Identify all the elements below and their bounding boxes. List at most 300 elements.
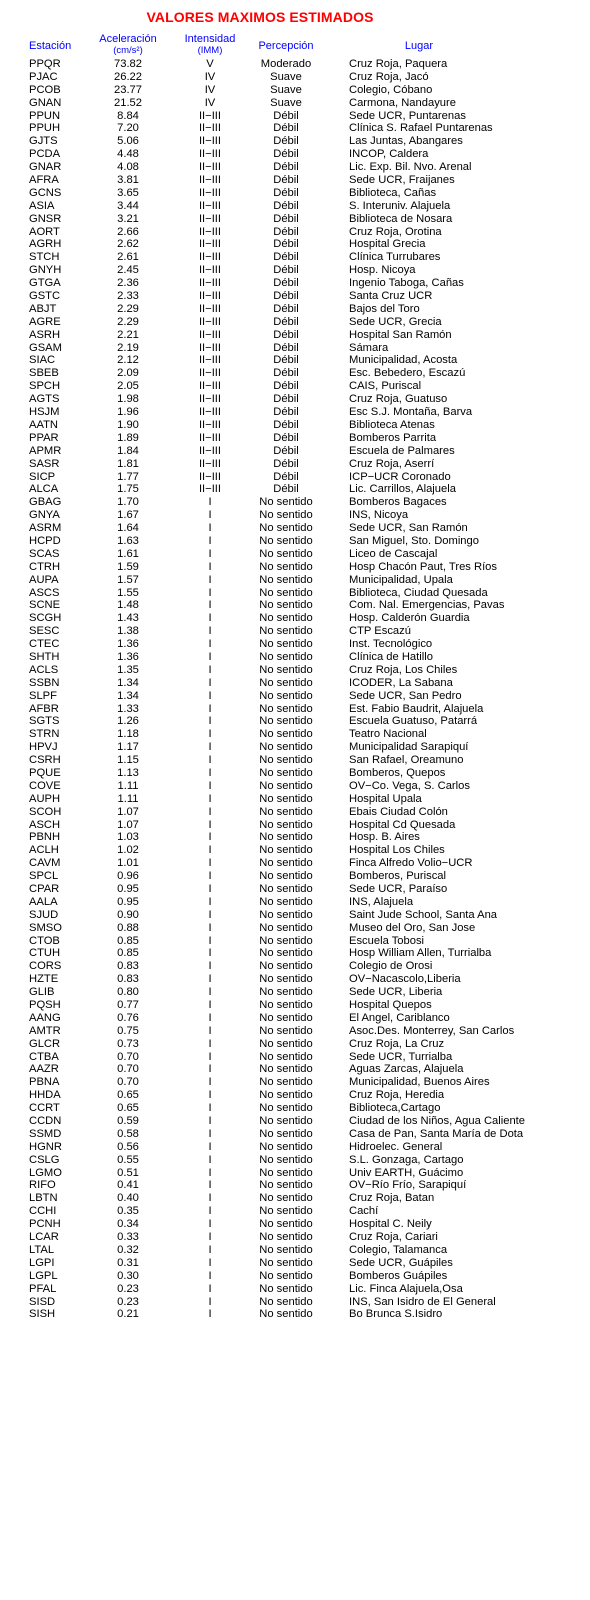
header-place-label: Lugar	[404, 40, 434, 52]
intensity-value: II−III	[198, 225, 222, 238]
acceleration-value: 0.40	[117, 1192, 139, 1205]
table-row	[0, 1218, 590, 1231]
intensity-value: IV	[204, 70, 216, 83]
place-name: Hospital Los Chiles	[349, 844, 445, 857]
station-code: GLIB	[29, 986, 55, 999]
station-code: PJAC	[29, 70, 58, 83]
acceleration-value: 3.21	[117, 212, 139, 225]
table-row	[0, 896, 590, 909]
intensity-value: I	[208, 1089, 212, 1102]
place-name: Hosp. B. Aires	[349, 831, 420, 844]
intensity-value: V	[206, 58, 214, 70]
place-name: CTP Escazú	[349, 625, 411, 638]
place-name: Hospital Grecia	[349, 238, 426, 251]
acceleration-value: 0.77	[117, 999, 139, 1012]
place-name: Sede UCR, Puntarenas	[349, 109, 466, 122]
intensity-value: I	[208, 1282, 212, 1295]
station-code: GNYH	[29, 264, 62, 277]
acceleration-value: 1.26	[117, 715, 139, 728]
place-name: Hosp Chacón Paut, Tres Ríos	[349, 560, 497, 573]
acceleration-value: 1.55	[117, 586, 139, 599]
station-code: LGPL	[29, 1269, 58, 1282]
intensity-value: I	[208, 1115, 212, 1128]
perception-value: No sentido	[259, 1192, 313, 1205]
perception-value: Débil	[273, 393, 299, 406]
header-intensity	[180, 34, 240, 56]
table-row	[0, 226, 590, 239]
acceleration-value: 1.63	[117, 534, 139, 547]
intensity-value: I	[208, 676, 212, 689]
intensity-value: I	[208, 1269, 212, 1282]
station-code: SLPF	[29, 689, 57, 702]
acceleration-value: 0.59	[117, 1115, 139, 1128]
table-row	[0, 1296, 590, 1309]
place-name: Finca Alfredo Volio−UCR	[349, 857, 473, 870]
perception-value: Débil	[273, 290, 299, 303]
intensity-value: I	[208, 1231, 212, 1244]
perception-value: Débil	[273, 470, 299, 483]
table-row	[0, 1192, 590, 1205]
table-row	[0, 522, 590, 535]
intensity-value: I	[208, 689, 212, 702]
table-row	[0, 922, 590, 935]
intensity-value: II−III	[198, 251, 222, 264]
perception-value: No sentido	[259, 1205, 313, 1218]
acceleration-value: 0.85	[117, 934, 139, 947]
place-name: OV−Río Frío, Sarapiquí	[349, 1179, 467, 1192]
table-row	[0, 342, 590, 355]
station-code: SIAC	[29, 354, 56, 367]
station-code: SCNE	[29, 599, 61, 612]
place-name: Cruz Roja, Orotina	[349, 225, 442, 238]
acceleration-value: 2.66	[117, 225, 139, 238]
intensity-value: I	[208, 1140, 212, 1153]
perception-value: Débil	[273, 186, 299, 199]
table-row	[0, 290, 590, 303]
intensity-value: II−III	[198, 354, 222, 367]
place-name: Las Juntas, Abangares	[349, 135, 463, 148]
place-name: Municipalidad Sarapiquí	[349, 741, 469, 754]
table-row	[0, 947, 590, 960]
station-code: STRN	[29, 728, 60, 741]
place-name: OV−Nacascolo,Liberia	[349, 973, 461, 986]
station-code: SJUD	[29, 908, 59, 921]
place-name: Cruz Roja, Paquera	[349, 58, 448, 70]
place-name: Sede UCR, Grecia	[349, 315, 442, 328]
acceleration-value: 1.77	[117, 470, 139, 483]
intensity-value: I	[208, 805, 212, 818]
station-code: AALA	[29, 895, 58, 908]
station-code: CAVM	[29, 857, 61, 870]
intensity-value: I	[208, 715, 212, 728]
acceleration-value: 1.81	[117, 457, 139, 470]
intensity-value: I	[208, 908, 212, 921]
place-name: Sede UCR, San Ramón	[349, 522, 468, 535]
place-name: Est. Fabio Baudrit, Alajuela	[349, 702, 484, 715]
intensity-value: II−III	[198, 186, 222, 199]
station-code: PPUH	[29, 122, 61, 135]
station-code: PQUE	[29, 766, 61, 779]
acceleration-value: 0.31	[117, 1256, 139, 1269]
intensity-value: I	[208, 818, 212, 831]
station-code: PPQR	[29, 58, 61, 70]
acceleration-value: 21.52	[114, 96, 142, 109]
acceleration-value: 3.81	[117, 174, 139, 187]
intensity-value: I	[208, 509, 212, 522]
place-name: Bomberos Guápiles	[349, 1269, 448, 1282]
perception-value: No sentido	[259, 702, 313, 715]
acceleration-value: 3.65	[117, 186, 139, 199]
perception-value: No sentido	[259, 1256, 313, 1269]
intensity-value: I	[208, 883, 212, 895]
place-name: Esc S.J. Montaña, Barva	[349, 406, 473, 419]
intensity-value: II−III	[198, 174, 222, 187]
intensity-value: I	[208, 934, 212, 947]
acceleration-value: 2.36	[117, 277, 139, 290]
table-row	[0, 303, 590, 316]
perception-value: No sentido	[259, 870, 313, 883]
station-code: CTEC	[29, 638, 60, 651]
station-code: SBEB	[29, 367, 59, 380]
acceleration-value: 0.41	[117, 1179, 139, 1192]
table-row	[0, 535, 590, 548]
station-code: SSBN	[29, 676, 60, 689]
place-name: Escuela Tobosi	[349, 934, 425, 947]
intensity-value: II−III	[198, 302, 222, 315]
place-name: Cruz Roja, Heredia	[349, 1089, 445, 1102]
perception-value: No sentido	[259, 1231, 313, 1244]
place-name: Bomberos, Puriscal	[349, 870, 446, 883]
intensity-value: IV	[204, 96, 216, 109]
table-row	[0, 1128, 590, 1141]
station-code: ALCA	[29, 483, 59, 496]
acceleration-value: 1.36	[117, 638, 139, 651]
perception-value: Débil	[273, 225, 299, 238]
acceleration-value: 2.29	[117, 315, 139, 328]
place-name: El Angel, Cariblanco	[349, 1011, 450, 1024]
table-row	[0, 574, 590, 587]
table-row	[0, 1089, 590, 1102]
intensity-value: II−III	[198, 328, 222, 341]
acceleration-value: 0.70	[117, 1050, 139, 1063]
table-row	[0, 393, 590, 406]
table-row	[0, 1167, 590, 1180]
table-row	[0, 187, 590, 200]
station-code: SMSO	[29, 921, 62, 934]
perception-value: No sentido	[259, 844, 313, 857]
station-code: SCAS	[29, 547, 60, 560]
place-name: Municipalidad, Upala	[349, 573, 453, 586]
station-code: ASRH	[29, 328, 61, 341]
perception-value: No sentido	[259, 612, 313, 625]
intensity-value: II−III	[198, 148, 222, 161]
header-perception-label: Percepción	[258, 40, 314, 52]
header-intensity-unit: (IMM)	[197, 45, 223, 56]
perception-value: No sentido	[259, 1089, 313, 1102]
place-name: Com. Nal. Emergencias, Pavas	[349, 599, 505, 612]
table-row	[0, 432, 590, 445]
perception-value: No sentido	[259, 741, 313, 754]
table-row	[0, 406, 590, 419]
table-row	[0, 1063, 590, 1076]
station-code: SISD	[29, 1295, 56, 1308]
perception-value: No sentido	[259, 1179, 313, 1192]
acceleration-value: 2.33	[117, 290, 139, 303]
header-place	[349, 41, 489, 52]
perception-value: No sentido	[259, 1115, 313, 1128]
intensity-value: I	[208, 1050, 212, 1063]
perception-value: No sentido	[259, 715, 313, 728]
intensity-value: I	[208, 586, 212, 599]
acceleration-value: 0.83	[117, 960, 139, 973]
place-name: Hidroelec. General	[349, 1140, 443, 1153]
acceleration-value: 2.45	[117, 264, 139, 277]
station-code: SPCL	[29, 870, 59, 883]
place-name: Bomberos Bagaces	[349, 496, 447, 509]
perception-value: No sentido	[259, 1269, 313, 1282]
intensity-value: I	[208, 844, 212, 857]
place-name: Escuela Guatuso, Patarrá	[349, 715, 478, 728]
station-code: SCOH	[29, 805, 62, 818]
acceleration-value: 0.96	[117, 870, 139, 883]
place-name: INS, Nicoya	[349, 509, 409, 522]
perception-value: Débil	[273, 367, 299, 380]
table-row	[0, 367, 590, 380]
station-code: CCDN	[29, 1115, 62, 1128]
acceleration-value: 0.83	[117, 973, 139, 986]
intensity-value: I	[208, 1024, 212, 1037]
acceleration-value: 3.44	[117, 199, 139, 212]
table-row	[0, 561, 590, 574]
table-row	[0, 793, 590, 806]
table-row	[0, 844, 590, 857]
place-name: Cachí	[349, 1205, 379, 1218]
acceleration-value: 1.33	[117, 702, 139, 715]
acceleration-value: 2.12	[117, 354, 139, 367]
acceleration-value: 1.18	[117, 728, 139, 741]
table-row	[0, 148, 590, 161]
place-name: Cruz Roja, Batan	[349, 1192, 435, 1205]
place-name: Lic. Carrillos, Alajuela	[349, 483, 456, 496]
table-row	[0, 1257, 590, 1270]
table-row	[0, 973, 590, 986]
place-name: Biblioteca, Ciudad Quesada	[349, 586, 488, 599]
perception-value: Suave	[270, 96, 302, 109]
intensity-value: I	[208, 534, 212, 547]
table-row	[0, 664, 590, 677]
acceleration-value: 1.67	[117, 509, 139, 522]
acceleration-value: 0.85	[117, 947, 139, 960]
perception-value: Suave	[270, 83, 302, 96]
table-row	[0, 599, 590, 612]
acceleration-value: 1.48	[117, 599, 139, 612]
intensity-value: I	[208, 960, 212, 973]
perception-value: No sentido	[259, 560, 313, 573]
table-row	[0, 71, 590, 84]
table-row	[0, 122, 590, 135]
perception-value: No sentido	[259, 883, 313, 895]
perception-value: Débil	[273, 212, 299, 225]
station-code: AFBR	[29, 702, 59, 715]
intensity-value: I	[208, 754, 212, 767]
station-code: CTOB	[29, 934, 60, 947]
acceleration-value: 1.96	[117, 406, 139, 419]
place-name: Hospital Quepos	[349, 999, 432, 1012]
acceleration-value: 0.33	[117, 1231, 139, 1244]
perception-value: No sentido	[259, 1218, 313, 1231]
table-row	[0, 690, 590, 703]
acceleration-value: 0.88	[117, 921, 139, 934]
place-name: Biblioteca Atenas	[349, 418, 435, 431]
acceleration-value: 2.62	[117, 238, 139, 251]
intensity-value: II−III	[198, 367, 222, 380]
perception-value: No sentido	[259, 754, 313, 767]
intensity-value: I	[208, 1205, 212, 1218]
perception-value: Débil	[273, 161, 299, 174]
intensity-value: I	[208, 986, 212, 999]
table-row	[0, 728, 590, 741]
acceleration-value: 8.84	[117, 109, 139, 122]
station-code: AUPH	[29, 792, 61, 805]
station-code: GNYA	[29, 509, 60, 522]
intensity-value: I	[208, 1192, 212, 1205]
acceleration-value: 0.32	[117, 1243, 139, 1256]
acceleration-value: 73.82	[114, 58, 142, 70]
perception-value: No sentido	[259, 509, 313, 522]
table-row	[0, 110, 590, 123]
intensity-value: II−III	[198, 457, 222, 470]
intensity-value: I	[208, 638, 212, 651]
intensity-value: II−III	[198, 380, 222, 393]
place-name: Sede UCR, Paraíso	[349, 883, 448, 895]
place-name: Cruz Roja, Guatuso	[349, 393, 448, 406]
perception-value: Suave	[270, 70, 302, 83]
perception-value: Débil	[273, 302, 299, 315]
acceleration-value: 0.51	[117, 1166, 139, 1179]
place-name: Museo del Oro, San Jose	[349, 921, 476, 934]
acceleration-value: 1.59	[117, 560, 139, 573]
perception-value: No sentido	[259, 1063, 313, 1076]
station-code: AUPA	[29, 573, 59, 586]
perception-value: No sentido	[259, 1153, 313, 1166]
place-name: Sede UCR, Guápiles	[349, 1256, 453, 1269]
station-code: AFRA	[29, 174, 59, 187]
table-row	[0, 703, 590, 716]
table-row	[0, 1283, 590, 1296]
station-code: HCPD	[29, 534, 61, 547]
place-name: Santa Cruz UCR	[349, 290, 433, 303]
perception-value: No sentido	[259, 960, 313, 973]
intensity-value: II−III	[198, 315, 222, 328]
place-name: San Miguel, Sto. Domingo	[349, 534, 479, 547]
acceleration-value: 7.20	[117, 122, 139, 135]
station-code: STCH	[29, 251, 60, 264]
acceleration-value: 1.34	[117, 689, 139, 702]
place-name: Clínica de Hatillo	[349, 650, 433, 663]
place-name: Inst. Tecnológico	[349, 638, 433, 651]
station-code: SHTH	[29, 650, 60, 663]
perception-value: No sentido	[259, 650, 313, 663]
station-code: COVE	[29, 779, 61, 792]
station-code: CTRH	[29, 560, 61, 573]
table-row	[0, 1076, 590, 1089]
acceleration-value: 1.90	[117, 418, 139, 431]
place-name: Sede UCR, San Pedro	[349, 689, 462, 702]
perception-value: No sentido	[259, 792, 313, 805]
place-name: Sede UCR, Turrialba	[349, 1050, 453, 1063]
intensity-value: I	[208, 1153, 212, 1166]
intensity-value: I	[208, 728, 212, 741]
intensity-value: II−III	[198, 290, 222, 303]
table-row	[0, 161, 590, 174]
station-code: GSAM	[29, 341, 62, 354]
acceleration-value: 0.30	[117, 1269, 139, 1282]
header-perception	[243, 41, 329, 52]
intensity-value: I	[208, 522, 212, 535]
intensity-value: II−III	[198, 393, 222, 406]
table-row	[0, 1179, 590, 1192]
place-name: Bo Brunca S.Isidro	[349, 1308, 443, 1321]
place-name: Hospital Upala	[349, 792, 422, 805]
perception-value: Débil	[273, 238, 299, 251]
perception-value: No sentido	[259, 1282, 313, 1295]
intensity-value: I	[208, 1218, 212, 1231]
perception-value: No sentido	[259, 1102, 313, 1115]
place-name: Casa de Pan, Santa María de Dota	[349, 1127, 524, 1140]
table-row	[0, 419, 590, 432]
perception-value: No sentido	[259, 857, 313, 870]
intensity-value: II−III	[198, 109, 222, 122]
table-row	[0, 213, 590, 226]
intensity-value: II−III	[198, 199, 222, 212]
intensity-value: I	[208, 1102, 212, 1115]
station-code: ASIA	[29, 199, 55, 212]
header-acceleration-label: Aceleración	[99, 33, 157, 45]
table-row	[0, 329, 590, 342]
place-name: Hospital C. Neily	[349, 1218, 432, 1231]
perception-value: No sentido	[259, 921, 313, 934]
station-code: CPAR	[29, 883, 60, 895]
table-cutoff	[0, 1320, 590, 1326]
table-row	[0, 857, 590, 870]
table-row	[0, 651, 590, 664]
table-row	[0, 174, 590, 187]
perception-value: No sentido	[259, 999, 313, 1012]
perception-value: Débil	[273, 418, 299, 431]
place-name: INS, Alajuela	[349, 895, 414, 908]
intensity-value: II−III	[198, 135, 222, 148]
place-name: Sede UCR, Liberia	[349, 986, 443, 999]
table-row	[0, 612, 590, 625]
station-code: AGTS	[29, 393, 60, 406]
table-row	[0, 1154, 590, 1167]
perception-value: Débil	[273, 328, 299, 341]
station-code: SPCH	[29, 380, 61, 393]
station-code: HPVJ	[29, 741, 58, 754]
place-name: Hosp William Allen, Turrialba	[349, 947, 492, 960]
table-row	[0, 97, 590, 110]
acceleration-value: 0.75	[117, 1024, 139, 1037]
place-name: Cruz Roja, Los Chiles	[349, 663, 458, 676]
table-row	[0, 986, 590, 999]
table-row	[0, 960, 590, 973]
acceleration-value: 2.05	[117, 380, 139, 393]
acceleration-value: 1.43	[117, 612, 139, 625]
table-row	[0, 135, 590, 148]
perception-value: Débil	[273, 457, 299, 470]
perception-value: No sentido	[259, 986, 313, 999]
table-row	[0, 870, 590, 883]
